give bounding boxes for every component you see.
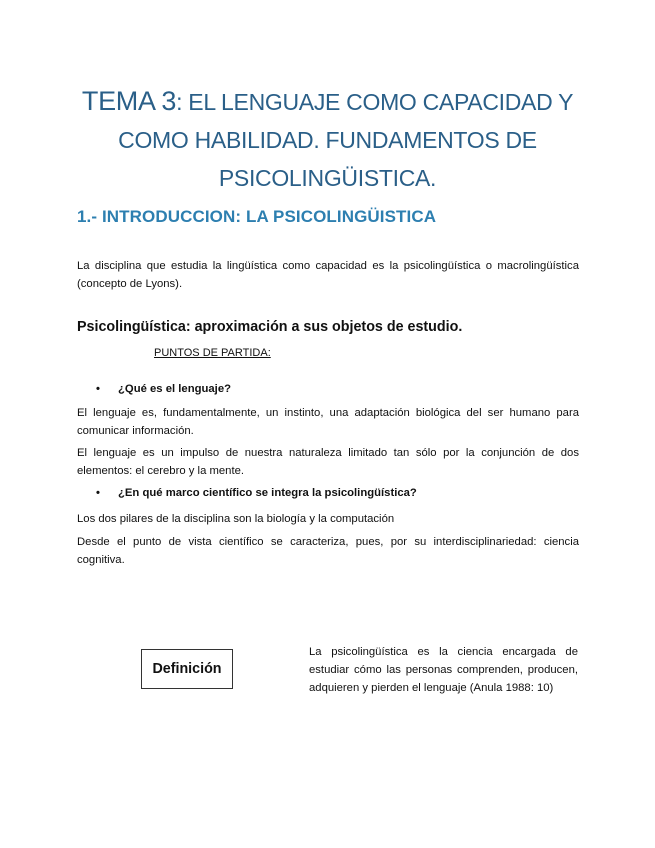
intro-paragraph: La disciplina que estudia la lingüística como capacidad es la psicolingüística o macrolingüística (concepto de Lyons). [77, 260, 579, 290]
page-title [60, 82, 595, 197]
definition-label-box [141, 649, 233, 689]
section-heading-intro: 1.- INTRODUCCION: LA PSICOLINGÜISTICA [77, 207, 437, 226]
definition-text: La psicolingüística es la ciencia encargada de estudiar cómo las personas comprenden, producen, adquieren y pierden el lenguaje (Anula 1988: 10) [309, 646, 578, 694]
title-rest: : EL LENGUAJE COMO CAPACIDAD Y COMO HABILIDAD. FUNDAMENTOS DE PSICOLINGÜISTICA. [118, 89, 574, 191]
paragraph-instinct: El lenguaje es, fundamentalmente, un instinto, una adaptación biológica del ser humano para comunicar información. [77, 407, 579, 437]
paragraph-pillars: Los dos pilares de la disciplina son la biología y la computación [77, 513, 395, 525]
bullet-symbol: • [96, 383, 100, 395]
bullet-question-language [96, 383, 231, 395]
title-prefix: TEMA 3 [81, 86, 177, 116]
definition-label: Definición [152, 661, 222, 677]
starting-points-subheading: PUNTOS DE PARTIDA: [154, 347, 271, 359]
bullet-text: ¿En qué marco científico se integra la psicolingüística? [118, 487, 417, 499]
section-heading-approach: Psicolingüística: aproximación a sus objetos de estudio. [77, 319, 463, 335]
bullet-question-framework [96, 487, 417, 499]
paragraph-interdisciplinary: Desde el punto de vista científico se caracteriza, pues, por su interdisciplinariedad: ciencia cognitiva. [77, 536, 579, 566]
bullet-text: ¿Qué es el lenguaje? [118, 383, 232, 395]
bullet-symbol: • [96, 487, 100, 499]
paragraph-impulse: El lenguaje es un impulso de nuestra naturaleza limitado tan sólo por la conjunción de dos elementos: el cerebro y la mente. [77, 447, 579, 477]
